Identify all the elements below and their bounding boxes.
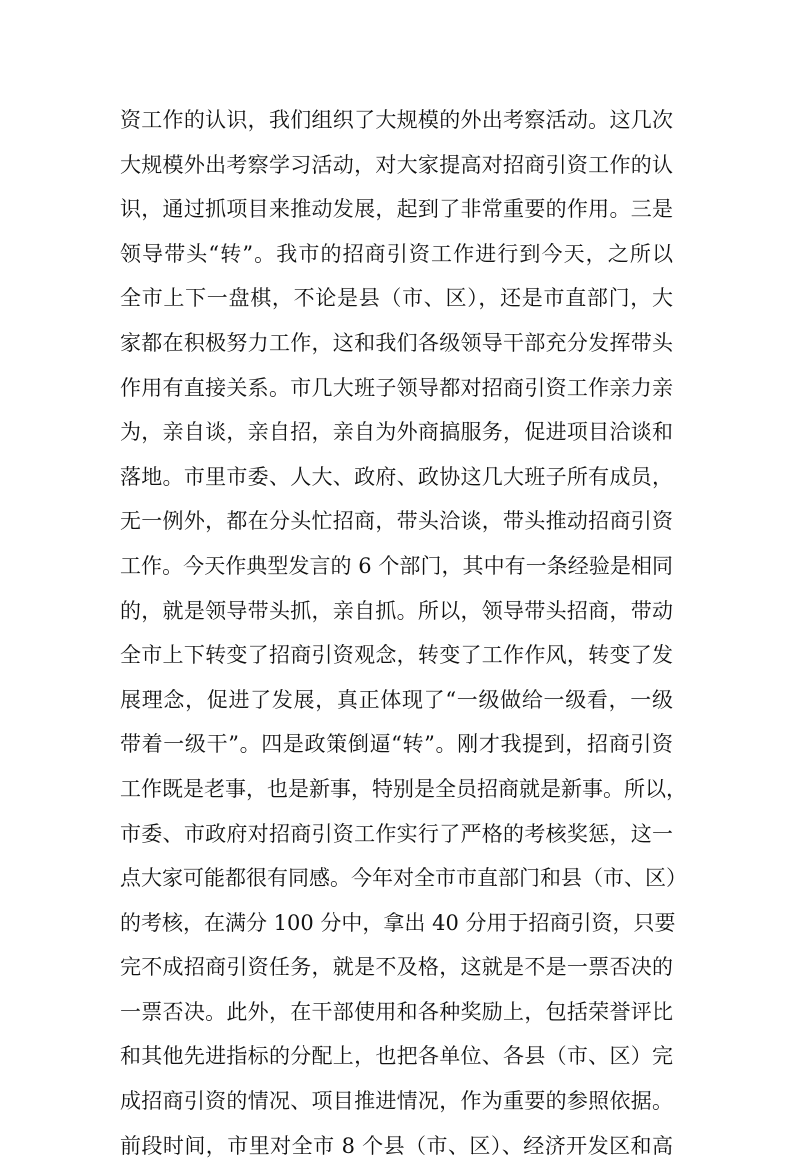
document-page — [120, 98, 687, 1168]
text-line: 和其他先进指标的分配上，也把各单位、各县（市、区）完 — [120, 1044, 673, 1069]
text-line: 前段时间，市里对全市 8 个县（市、区）、经济开发区和高 — [120, 1133, 673, 1158]
text-line: 识，通过抓项目来推动发展，起到了非常重要的作用。三是 — [120, 197, 673, 222]
text-line: 一票否决。此外，在干部使用和各种奖励上，包括荣誉评比 — [120, 999, 673, 1024]
text-line: 展理念，促进了发展，真正体现了“一级做给一级看，一级 — [120, 687, 673, 712]
text-line: 作用有直接关系。市几大班子领导都对招商引资工作亲力亲 — [120, 375, 673, 400]
text-line: 落地。市里市委、人大、政府、政协这几大班子所有成员， — [120, 464, 673, 489]
text-line: 的，就是领导带头抓，亲自抓。所以，领导带头招商，带动 — [120, 598, 673, 623]
text-line: 全市上下一盘棋，不论是县（市、区），还是市直部门，大 — [120, 286, 673, 311]
text-line: 的考核，在满分 100 分中，拿出 40 分用于招商引资，只要 — [120, 910, 676, 935]
text-line: 资工作的认识，我们组织了大规模的外出考察活动。这几次 — [120, 108, 673, 132]
text-line: 家都在积极努力工作，这和我们各级领导干部充分发挥带头 — [120, 330, 673, 355]
text-line: 全市上下转变了招商引资观念，转变了工作作风，转变了发 — [120, 643, 673, 668]
text-line: 工作。今天作典型发言的 6 个部门，其中有一条经验是相同 — [120, 553, 673, 578]
text-line: 完不成招商引资任务，就是不及格，这就是不是一票否决的 — [120, 955, 673, 980]
text-line: 大规模外出考察学习活动，对大家提高对招商引资工作的认 — [120, 152, 673, 177]
text-line: 无一例外，都在分头忙招商，带头洽谈，带头推动招商引资 — [120, 509, 673, 534]
text-line: 市委、市政府对招商引资工作实行了严格的考核奖惩，这一 — [120, 821, 673, 846]
text-line: 领导带头“转”。我市的招商引资工作进行到今天，之所以 — [120, 241, 673, 266]
text-line: 为，亲自谈，亲自招，亲自为外商搞服务，促进项目洽谈和 — [120, 420, 673, 445]
text-line: 带着一级干”。四是政策倒逼“转”。刚才我提到，招商引资 — [120, 732, 673, 757]
text-line: 成招商引资的情况、项目推进情况，作为重要的参照依据。 — [120, 1089, 673, 1114]
text-line: 工作既是老事，也是新事，特别是全员招商就是新事。所以， — [120, 776, 687, 801]
text-line: 点大家可能都很有同感。今年对全市市直部门和县（市、区） — [120, 866, 687, 891]
